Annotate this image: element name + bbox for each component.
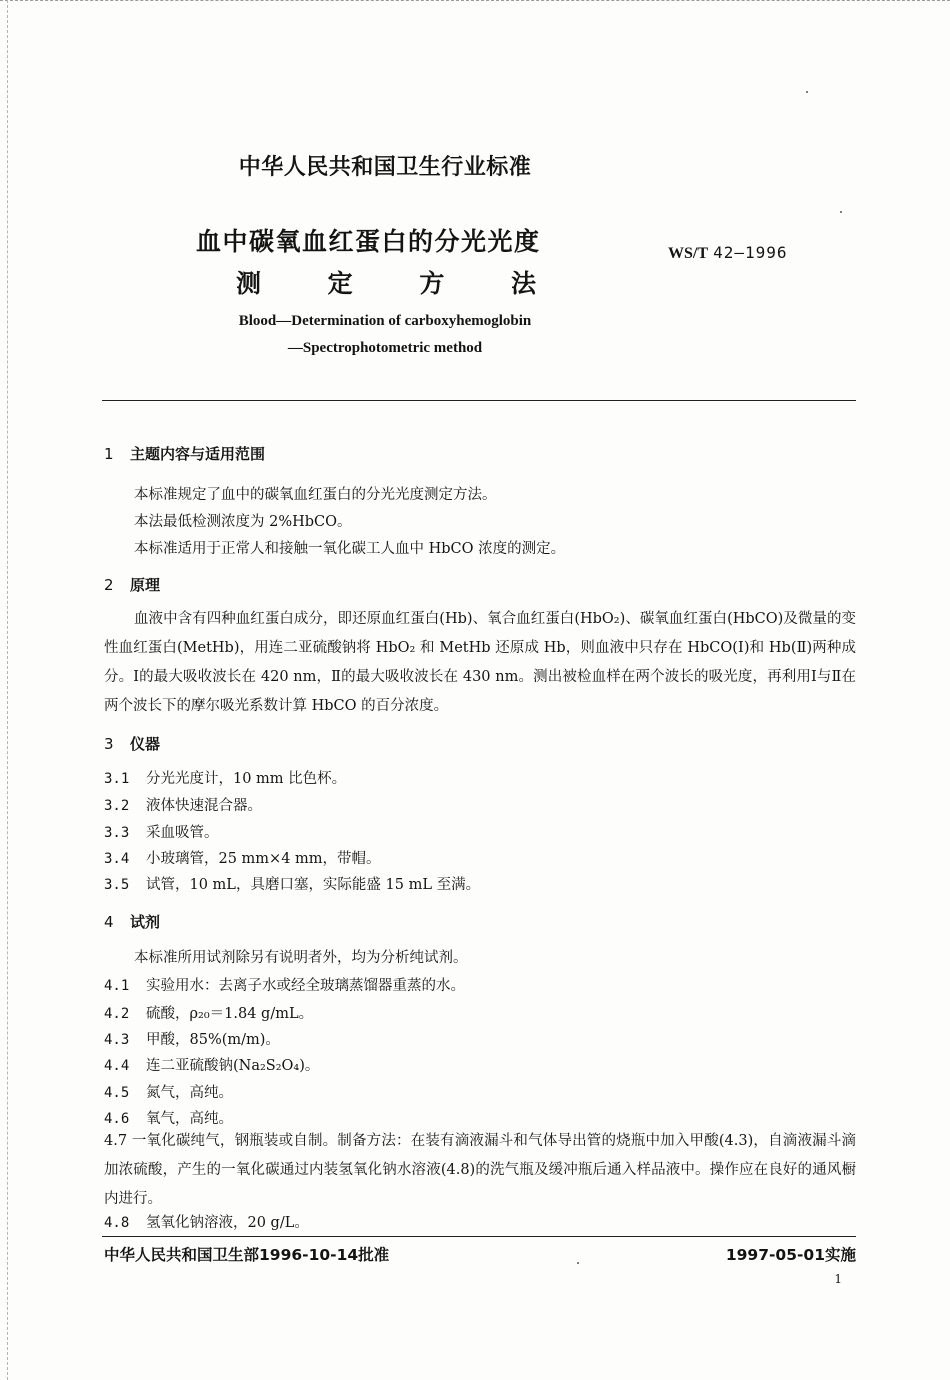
scan-speck <box>577 1262 579 1264</box>
item-number: 4.2 <box>104 1006 130 1022</box>
list-item <box>104 974 465 995</box>
section-number: 1 <box>104 445 114 463</box>
item-number: 4.6 <box>104 1111 130 1127</box>
item-number: 3.5 <box>104 877 130 893</box>
item-text: 甲酸，85%(m/m)。 <box>146 1032 280 1048</box>
item-text: 氧气，高纯。 <box>146 1111 233 1127</box>
body-line: 本标准规定了血中的碳氧血红蛋白的分光光度测定方法。 <box>134 487 497 503</box>
list-item <box>104 821 219 842</box>
section-number: 3 <box>104 735 114 753</box>
implementation-date: 1997-05-01实施 <box>725 1246 856 1264</box>
standard-code-number: 42—1996 <box>713 243 788 262</box>
title-char: 方 <box>419 269 445 298</box>
list-item <box>104 794 262 815</box>
list-item <box>104 767 346 788</box>
section-heading <box>104 733 160 754</box>
list-item <box>104 1081 233 1102</box>
item-number: 3.3 <box>104 825 130 841</box>
item-text: 连二亚硫酸钠(Na₂S₂O₄)。 <box>146 1058 320 1074</box>
document-title: 血中碳氧血红蛋白的分光光度 <box>196 227 541 256</box>
list-item <box>104 1107 233 1128</box>
item-text: 氮气，高纯。 <box>146 1085 233 1101</box>
item-number: 3.4 <box>104 851 130 867</box>
scan-edge-left <box>7 0 9 1380</box>
item-text: 试管，10 mL，具磨口塞，实际能盛 15 mL 至满。 <box>146 877 481 893</box>
title-char: 测 <box>236 269 262 298</box>
section-heading <box>104 574 160 595</box>
body-line: 本标准适用于正常人和接触一氧化碳工人血中 HbCO 浓度的测定。 <box>134 541 566 557</box>
item-text: 氢氧化钠溶液，20 g/L。 <box>146 1215 309 1231</box>
body-line: 本法最低检测浓度为 2%HbCO。 <box>134 514 352 530</box>
list-item-paragraph: 4.7 一氧化碳纯气，钢瓶装或自制。制备方法：在装有滴液漏斗和气体导出管的烧瓶中加入甲酸(4.3)，自滴液漏斗滴加浓硫酸，产生的一氧化碳通过内装氢氧化钠水溶液(4.8)的洗气瓶及缓冲瓶后通入样品液中。操作应在良好的通风橱内进行。 <box>104 1133 856 1207</box>
principle-paragraph: 血液中含有四种血红蛋白成分，即还原血红蛋白(Hb)、氧合血红蛋白(HbO₂)、碳氧血红蛋白(HbCO)及微量的变性血红蛋白(MetHb)，用连二亚硫酸钠将 HbO₂ 和 MetHb 还原成 Hb，则血液中只存在 HbCO(Ⅰ)和 Hb(Ⅱ)两种成分。Ⅰ的最大吸收波长在 420 nm，Ⅱ的最大吸收波长在 430 nm。测出被检血样在两个波长的吸光度，再利用Ⅰ与Ⅱ在两个波长下的摩尔吸光系数计算 HbCO 的百分浓度。 <box>104 611 856 714</box>
standard-code <box>668 243 788 263</box>
list-item <box>104 1211 309 1232</box>
item-number: 4.4 <box>104 1058 130 1074</box>
item-number: 4.3 <box>104 1032 130 1048</box>
item-text: 小玻璃管，25 mm×4 mm，带帽。 <box>146 851 381 867</box>
section-number: 2 <box>104 576 114 594</box>
title-char: 定 <box>327 269 353 298</box>
title-char: 法 <box>510 269 536 298</box>
list-item <box>104 1028 280 1049</box>
standard-category-title: 中华人民共和国卫生行业标准 <box>238 155 532 180</box>
standard-code-prefix: WS/T <box>668 245 709 262</box>
english-title-line1: Blood—Determination of carboxyhemoglobin <box>238 313 532 329</box>
scan-speck <box>840 211 842 213</box>
item-text: 采血吸管。 <box>146 825 219 841</box>
section-heading <box>104 911 160 932</box>
header-divider <box>102 400 856 401</box>
item-text: 液体快速混合器。 <box>146 798 262 814</box>
section-number: 4 <box>104 913 114 931</box>
item-text: 实验用水：去离子水或经全玻璃蒸馏器重蒸的水。 <box>146 978 465 994</box>
item-number: 3.1 <box>104 771 130 787</box>
list-item <box>104 1054 319 1075</box>
item-text: 硫酸，ρ₂₀＝1.84 g/mL。 <box>146 1006 314 1022</box>
item-number: 4.5 <box>104 1085 130 1101</box>
footer-divider <box>102 1236 856 1237</box>
item-number: 4.8 <box>104 1215 130 1231</box>
list-item <box>104 1002 313 1023</box>
page-number: 1 <box>834 1272 842 1286</box>
list-item <box>104 873 480 894</box>
item-text: 分光光度计，10 mm 比色杯。 <box>146 771 347 787</box>
english-title-line2: —Spectrophotometric method <box>287 340 483 356</box>
list-item <box>104 847 381 868</box>
item-number: 4.1 <box>104 978 130 994</box>
section-title: 试剂 <box>130 913 161 931</box>
document-title-line2 <box>236 264 536 300</box>
section-title: 原理 <box>130 576 161 594</box>
item-number: 3.2 <box>104 798 130 814</box>
scan-edge-top <box>0 0 950 4</box>
section-title: 主题内容与适用范围 <box>130 445 266 463</box>
approval-statement: 中华人民共和国卫生部1996-10-14批准 <box>104 1246 390 1264</box>
section-title: 仪器 <box>130 735 161 753</box>
body-line: 本标准所用试剂除另有说明者外，均为分析纯试剂。 <box>134 950 468 966</box>
scan-speck <box>806 91 808 93</box>
section-heading <box>104 443 265 464</box>
